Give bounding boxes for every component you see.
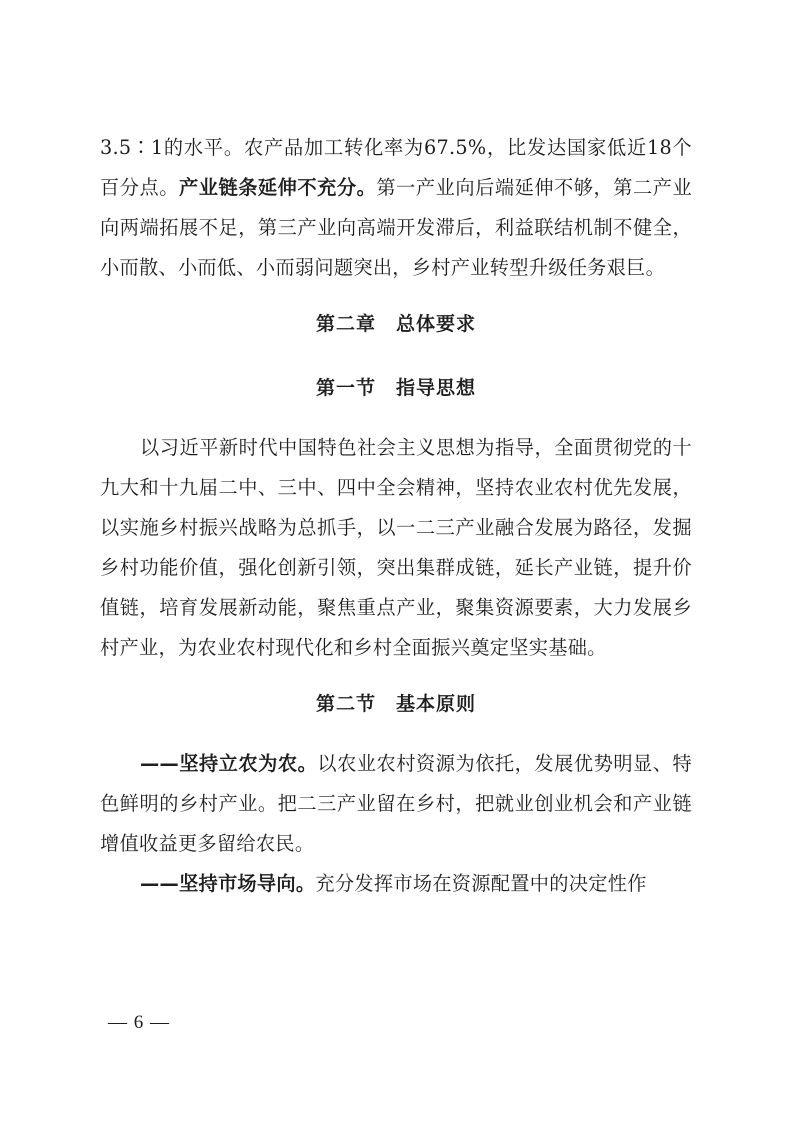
principle-body-1: 以农业农村资源为依托，发展优势明显、特色鲜明的乡村产业。把二三产业留在乡村，把就业创业机会和产业链增值收益更多留给农民。 <box>100 752 692 855</box>
principle-paragraph-1 <box>100 744 692 864</box>
continuation-text-2: 第一产业向后端延伸不够，第二产业向两端拓展不足，第三产业向高端开发滞后，利益联结机制不健全，小而散、小而低、小而弱问题突出，乡村产业转型升级任务艰巨。 <box>100 176 692 279</box>
document-page <box>100 128 692 904</box>
page-number: — 6 — <box>108 1012 170 1033</box>
principle-title-2: ——坚持市场导向。 <box>140 872 316 895</box>
guiding-ideology-paragraph: 以习近平新时代中国特色社会主义思想为指导，全面贯彻党的十九大和十九届二中、三中、四中全会精神，坚持农业农村优先发展，以实施乡村振兴战略为总抓手，以一二三产业融合发展为路径，发掘乡村功能价值，强化创新引领，突出集群成链，延长产业链，提升价值链，培育发展新动能，聚焦重点产业，聚集资源要素，大力发展乡村产业，为农业农村现代化和乡村全面振兴奠定坚实基础。 <box>100 436 692 659</box>
continuation-paragraph <box>100 128 692 288</box>
principle-paragraph-2 <box>100 864 692 904</box>
principle-body-2: 充分发挥市场在资源配置中的决定性作 <box>315 872 647 895</box>
section-heading-guiding-ideology: 第一节 指导思想 <box>315 377 476 399</box>
continuation-text-1: 3.5∶1的水平。农产品加工转化率为67.5%，比发达国家低近18个百分点。 <box>100 136 692 199</box>
bold-lead-industrial-chain: 产业链条延伸不充分。 <box>178 176 377 199</box>
section-heading-basic-principles: 第二节 基本原则 <box>315 693 476 715</box>
principle-title-1: ——坚持立农为农。 <box>140 752 318 775</box>
chapter-heading: 第二章 总体要求 <box>315 313 476 335</box>
